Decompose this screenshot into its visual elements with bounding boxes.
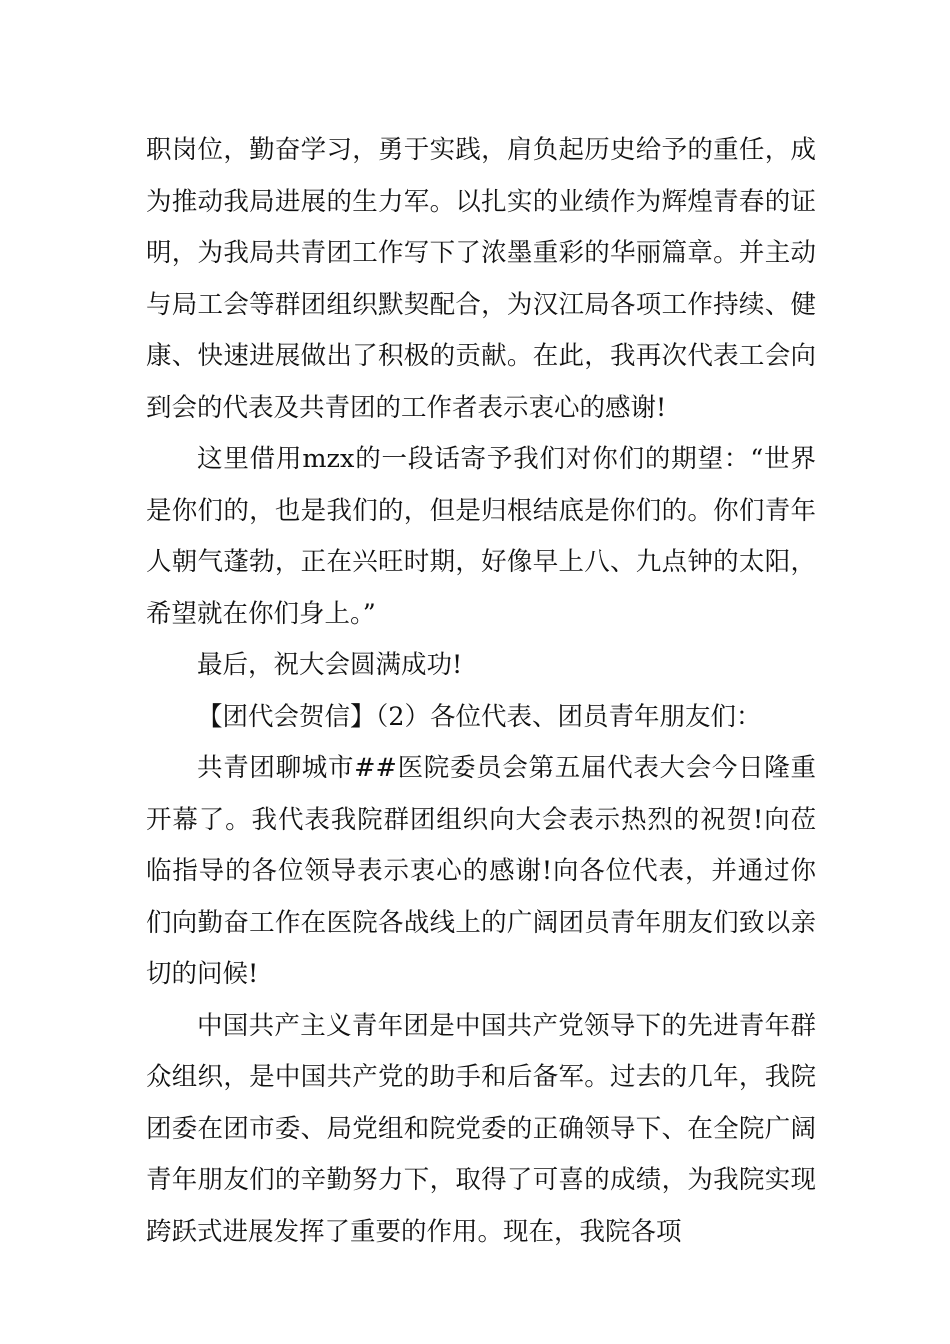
paragraph-4-heading: 【团代会贺信】（2）各位代表、团员青年朋友们： [197, 701, 762, 732]
paragraph-5: 共青团聊城市##医院委员会第五届代表大会今日隆重开幕了。我代表我院群团组织向大会表示热烈的祝贺!向莅临指导的各位领导表示衷心的感谢!向各位代表，并通过你们向勤奋工作在医院各战线上的广阔团员青年朋友们致以亲切的问候! [146, 753, 816, 989]
paragraph-2: 这里借用mzx的一段话寄予我们对你们的期望：“世界是你们的，也是我们的，但是归根结底是你们的。你们青年人朝气蓬勃，正在兴旺时期，好像早上八、九点钟的太阳，希望就在你们身上。” [146, 444, 816, 629]
paragraph-1: 职岗位，勤奋学习，勇于实践，肩负起历史给予的重任，成为推动我局进展的生力军。以扎实的业绩作为辉煌青春的证明，为我局共青团工作写下了浓墨重彩的华丽篇章。并主动与局工会等群团组织默契配合，为汉江局各项工作持续、健康、快速进展做出了积极的贡献。在此，我再次代表工会向到会的代表及共青团的工作者表示衷心的感谢! [146, 135, 816, 423]
document-body [146, 125, 816, 1258]
paragraph-3: 最后，祝大会圆满成功! [197, 650, 463, 680]
paragraph-6: 中国共产主义青年团是中国共产党领导下的先进青年群众组织，是中国共产党的助手和后备军。过去的几年，我院团委在团市委、局党组和院党委的正确领导下、在全院广阔青年朋友们的辛勤努力下，取得了可喜的成绩，为我院实现跨跃式进展发挥了重要的作用。现在，我院各项 [146, 1010, 816, 1247]
